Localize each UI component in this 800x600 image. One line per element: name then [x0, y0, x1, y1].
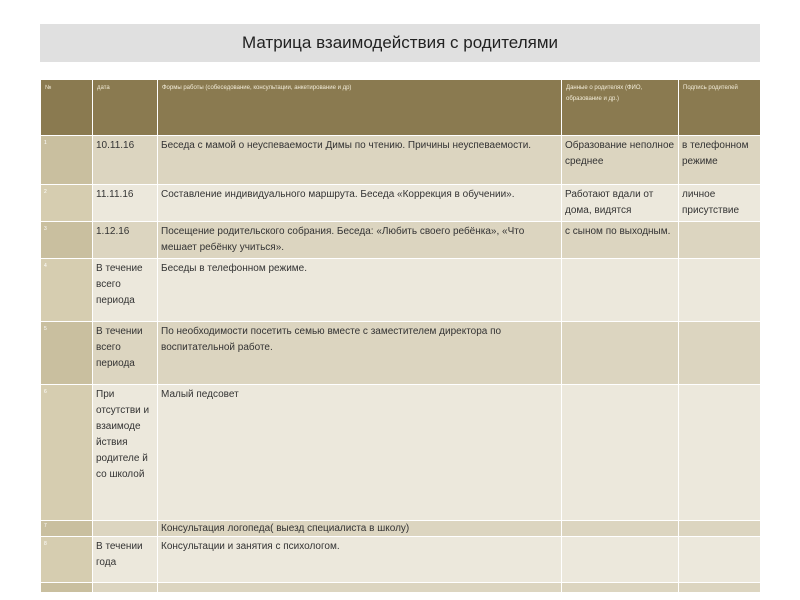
cell-forms: Посещение родительского собрания. Беседа: «Любить своего ребёнка», «Что мешает ребёнку учиться».	[158, 222, 562, 259]
cell-parents: Работают вдали от дома, видятся	[562, 185, 679, 222]
table-row	[41, 385, 761, 521]
cell-num: 7	[41, 521, 93, 537]
cell-parents: с сыном по выходным.	[562, 222, 679, 259]
cell-date	[93, 521, 158, 537]
cell-num: 5	[41, 322, 93, 385]
cell-signature	[679, 259, 761, 322]
cell-parents	[562, 537, 679, 583]
table-row	[41, 583, 761, 593]
header-signature: Подпись родителей	[679, 80, 761, 136]
cell-signature	[679, 222, 761, 259]
cell-forms: Беседы в телефонном режиме.	[158, 259, 562, 322]
cell-date: В течении всего периода	[93, 322, 158, 385]
cell-forms: Консультация логопеда( выезд специалиста в школу)	[158, 521, 562, 537]
cell-num: 6	[41, 385, 93, 521]
cell-signature	[679, 322, 761, 385]
cell-signature	[679, 537, 761, 583]
table-row	[41, 259, 761, 322]
cell-parents	[562, 259, 679, 322]
cell-num: 4	[41, 259, 93, 322]
cell-parents	[562, 385, 679, 521]
cell-date: В течении года	[93, 537, 158, 583]
cell-parents	[562, 521, 679, 537]
interaction-matrix-table	[40, 79, 761, 593]
cell-date: 1.12.16	[93, 222, 158, 259]
cell-date: 10.11.16	[93, 136, 158, 185]
cell-parents: Образование неполное среднее	[562, 136, 679, 185]
cell-forms: По необходимости посетить семью вместе с заместителем директора по воспитательной работе.	[158, 322, 562, 385]
header-num: №	[41, 80, 93, 136]
table-row	[41, 521, 761, 537]
cell-forms	[158, 583, 562, 593]
header-parents: Данные о родителях (ФИО, образование и др.)	[562, 80, 679, 136]
cell-signature: в телефонном режиме	[679, 136, 761, 185]
cell-date	[93, 583, 158, 593]
cell-num: 3	[41, 222, 93, 259]
cell-signature: личное присутствие	[679, 185, 761, 222]
cell-date: При отсутстви и взаимоде йствия родителе й со школой	[93, 385, 158, 521]
table-row	[41, 185, 761, 222]
header-forms: Формы работы (собеседование, консультации, анкетирование и др)	[158, 80, 562, 136]
cell-forms: Консультации и занятия с психологом.	[158, 537, 562, 583]
cell-forms: Малый педсовет	[158, 385, 562, 521]
cell-parents	[562, 322, 679, 385]
cell-forms: Составление индивидуального маршрута. Беседа «Коррекция в обучении».	[158, 185, 562, 222]
cell-signature	[679, 521, 761, 537]
table-row	[41, 136, 761, 185]
table-header-row	[41, 80, 761, 136]
cell-num	[41, 583, 93, 593]
cell-parents	[562, 583, 679, 593]
table-row	[41, 322, 761, 385]
cell-num: 8	[41, 537, 93, 583]
title-bar	[40, 24, 760, 62]
page-title: Матрица взаимодействия с родителями	[241, 33, 559, 52]
header-date: дата	[93, 80, 158, 136]
cell-date: В течение всего периода	[93, 259, 158, 322]
table-row	[41, 222, 761, 259]
cell-signature	[679, 583, 761, 593]
cell-num: 1	[41, 136, 93, 185]
cell-date: 11.11.16	[93, 185, 158, 222]
cell-signature	[679, 385, 761, 521]
table-row	[41, 537, 761, 583]
cell-num: 2	[41, 185, 93, 222]
cell-forms: Беседа с мамой о неуспеваемости Димы по чтению. Причины неуспеваемости.	[158, 136, 562, 185]
